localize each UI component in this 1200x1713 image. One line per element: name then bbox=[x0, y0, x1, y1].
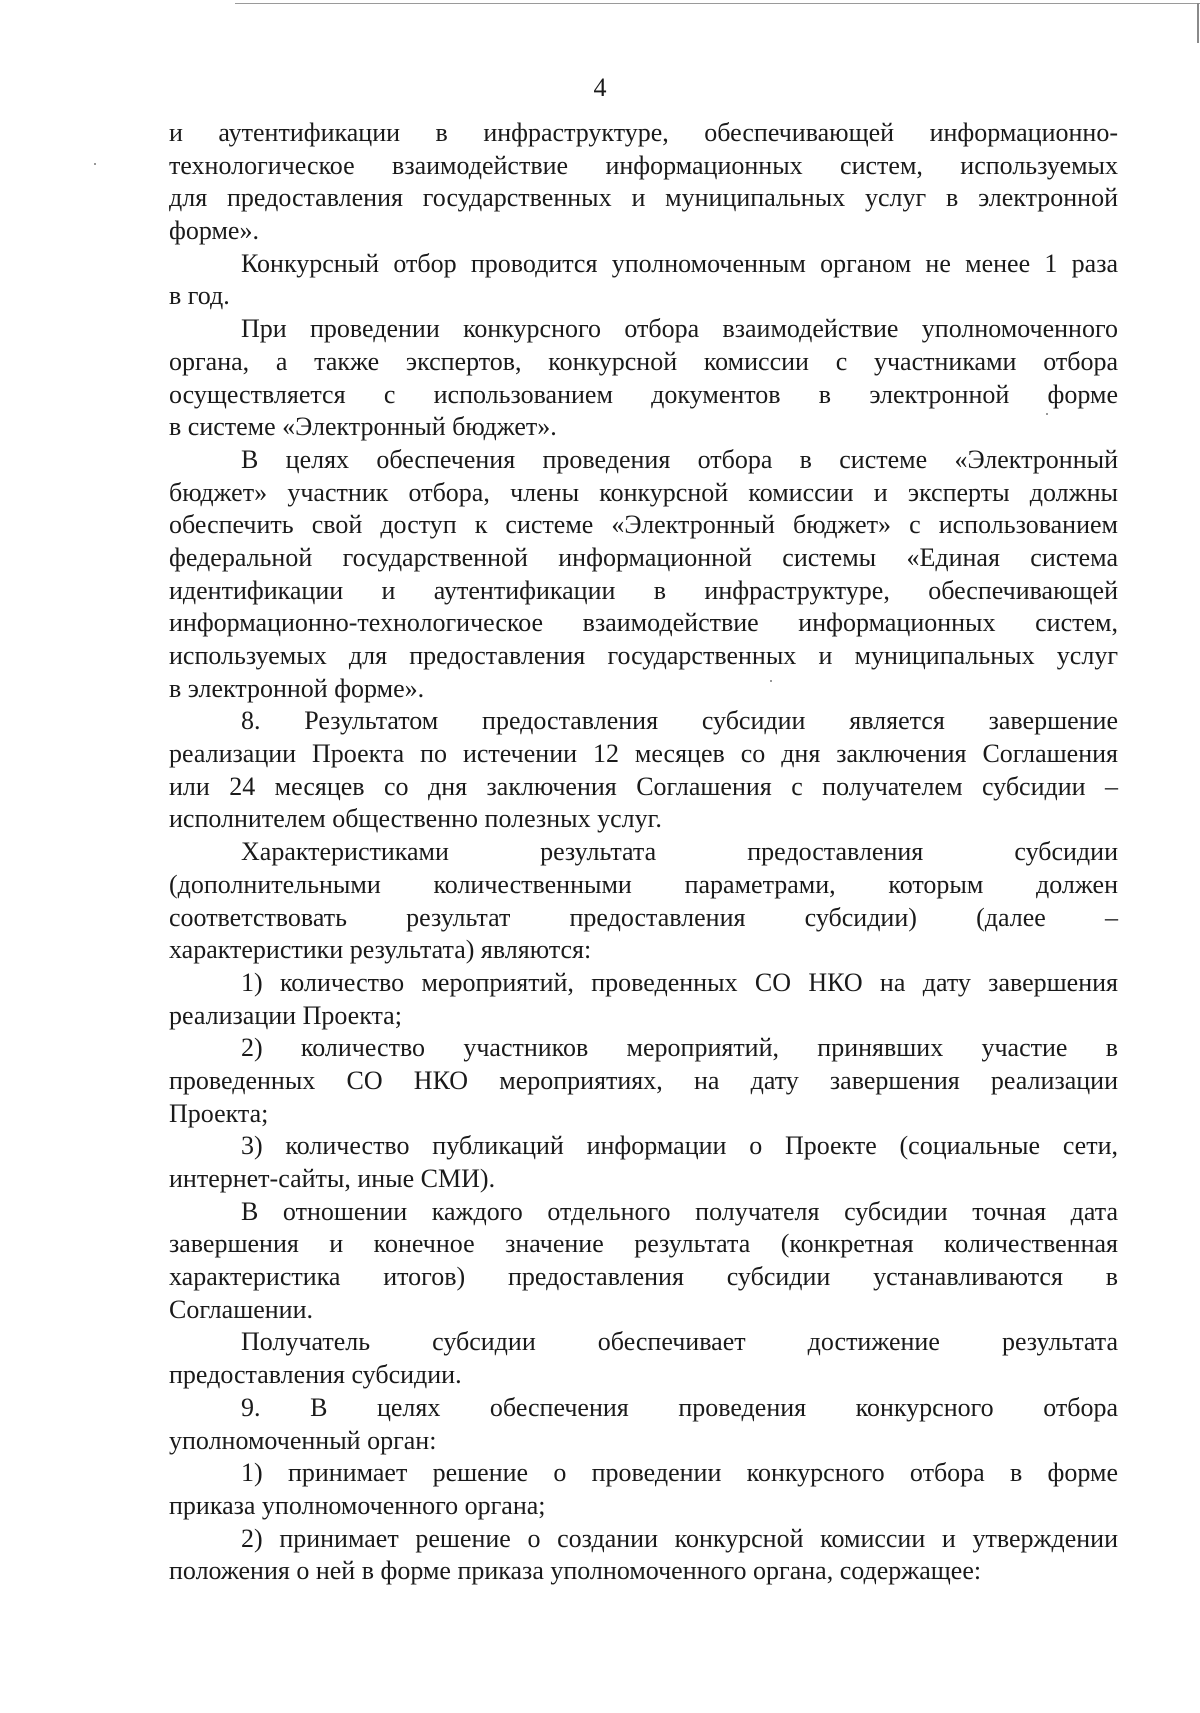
text-line: в год. bbox=[169, 281, 230, 311]
text-line: в электронной форме». bbox=[169, 673, 425, 703]
text-line: и аутентификации в инфраструктуре, обеспечивающей информационно- bbox=[169, 118, 1118, 147]
text-line: федеральной государственной информационной системы «Единая система bbox=[169, 542, 1118, 572]
text-line: завершения и конечное значение результата (конкретная количественная bbox=[169, 1229, 1118, 1259]
text-line: исполнителем общественно полезных услуг. bbox=[169, 804, 662, 834]
text-line: приказа уполномоченного органа; bbox=[169, 1490, 546, 1520]
text-line: характеристики результата) являются: bbox=[169, 935, 592, 965]
text-line: органа, а также экспертов, конкурсной комиссии с участниками отбора bbox=[169, 346, 1118, 376]
text-line: (дополнительными количественными параметрами, которым должен bbox=[169, 869, 1118, 899]
text-line: Получатель субсидии обеспечивает достижение результата bbox=[241, 1327, 1118, 1357]
text-line: идентификации и аутентификации в инфраструктуре, обеспечивающей bbox=[169, 575, 1118, 605]
text-line: обеспечить свой доступ к системе «Электронный бюджет» с использованием bbox=[169, 510, 1118, 540]
text-line: Конкурсный отбор проводится уполномоченным органом не менее 1 раза bbox=[241, 248, 1118, 278]
text-line: предоставления субсидии. bbox=[169, 1360, 462, 1390]
document-body bbox=[169, 117, 1118, 1588]
text-line: Проекта; bbox=[169, 1098, 269, 1128]
text-line: характеристика итогов) предоставления субсидии устанавливаются в bbox=[169, 1262, 1118, 1292]
text-line: интернет-сайты, иные СМИ). bbox=[169, 1164, 496, 1193]
page-number: 4 bbox=[593, 73, 607, 102]
text-line: положения о ней в форме приказа уполномоченного органа, содержащее: bbox=[169, 1556, 982, 1586]
text-line: соответствовать результат предоставления субсидии) (далее – bbox=[169, 902, 1118, 932]
text-line: проведенных СО НКО мероприятиях, на дату завершения реализации bbox=[169, 1065, 1118, 1095]
scan-speck bbox=[94, 163, 96, 165]
text-line: в системе «Электронный бюджет». bbox=[169, 412, 557, 442]
text-line: В целях обеспечения проведения отбора в системе «Электронный bbox=[241, 444, 1118, 474]
text-line: реализации Проекта по истечении 12 месяцев со дня заключения Соглашения bbox=[169, 739, 1118, 769]
text-line: 9. В целях обеспечения проведения конкурсного отбора bbox=[241, 1392, 1118, 1422]
text-line: информационно-технологическое взаимодействие информационных систем, bbox=[169, 608, 1118, 638]
text-line: форме». bbox=[169, 216, 259, 246]
text-line: или 24 месяцев со дня заключения Соглашения с получателем субсидии – bbox=[169, 771, 1118, 801]
text-line: Соглашении. bbox=[169, 1294, 314, 1324]
text-line: 2) количество участников мероприятий, принявших участие в bbox=[241, 1033, 1118, 1063]
scan-top-edge-line bbox=[235, 3, 1200, 4]
text-line: 1) количество мероприятий, проведенных СО НКО на дату завершения bbox=[241, 967, 1118, 997]
text-line: 1) принимает решение о проведении конкурсного отбора в форме bbox=[241, 1458, 1118, 1488]
text-line: В отношении каждого отдельного получателя субсидии точная дата bbox=[241, 1196, 1118, 1226]
text-line: реализации Проекта; bbox=[169, 1000, 402, 1030]
text-line: При проведении конкурсного отбора взаимодействие уполномоченного bbox=[241, 314, 1118, 344]
text-line: 8. Результатом предоставления субсидии является завершение bbox=[241, 706, 1118, 736]
text-line: уполномоченный орган: bbox=[169, 1425, 437, 1455]
text-line: технологическое взаимодействие информационных систем, используемых bbox=[169, 150, 1118, 180]
text-line: 2) принимает решение о создании конкурсной комиссии и утверждении bbox=[241, 1523, 1118, 1553]
text-line: бюджет» участник отбора, члены конкурсной комиссии и эксперты должны bbox=[169, 477, 1118, 507]
scan-right-edge-mark bbox=[1197, 3, 1199, 43]
text-line: 3) количество публикаций информации о Проекте (социальные сети, bbox=[241, 1131, 1118, 1161]
text-line: для предоставления государственных и муниципальных услуг в электронной bbox=[169, 183, 1118, 213]
text-line: Характеристиками результата предоставления субсидии bbox=[241, 837, 1118, 867]
text-line: осуществляется с использованием документов в электронной форме bbox=[169, 379, 1118, 409]
text-line: используемых для предоставления государственных и муниципальных услуг bbox=[169, 641, 1118, 670]
